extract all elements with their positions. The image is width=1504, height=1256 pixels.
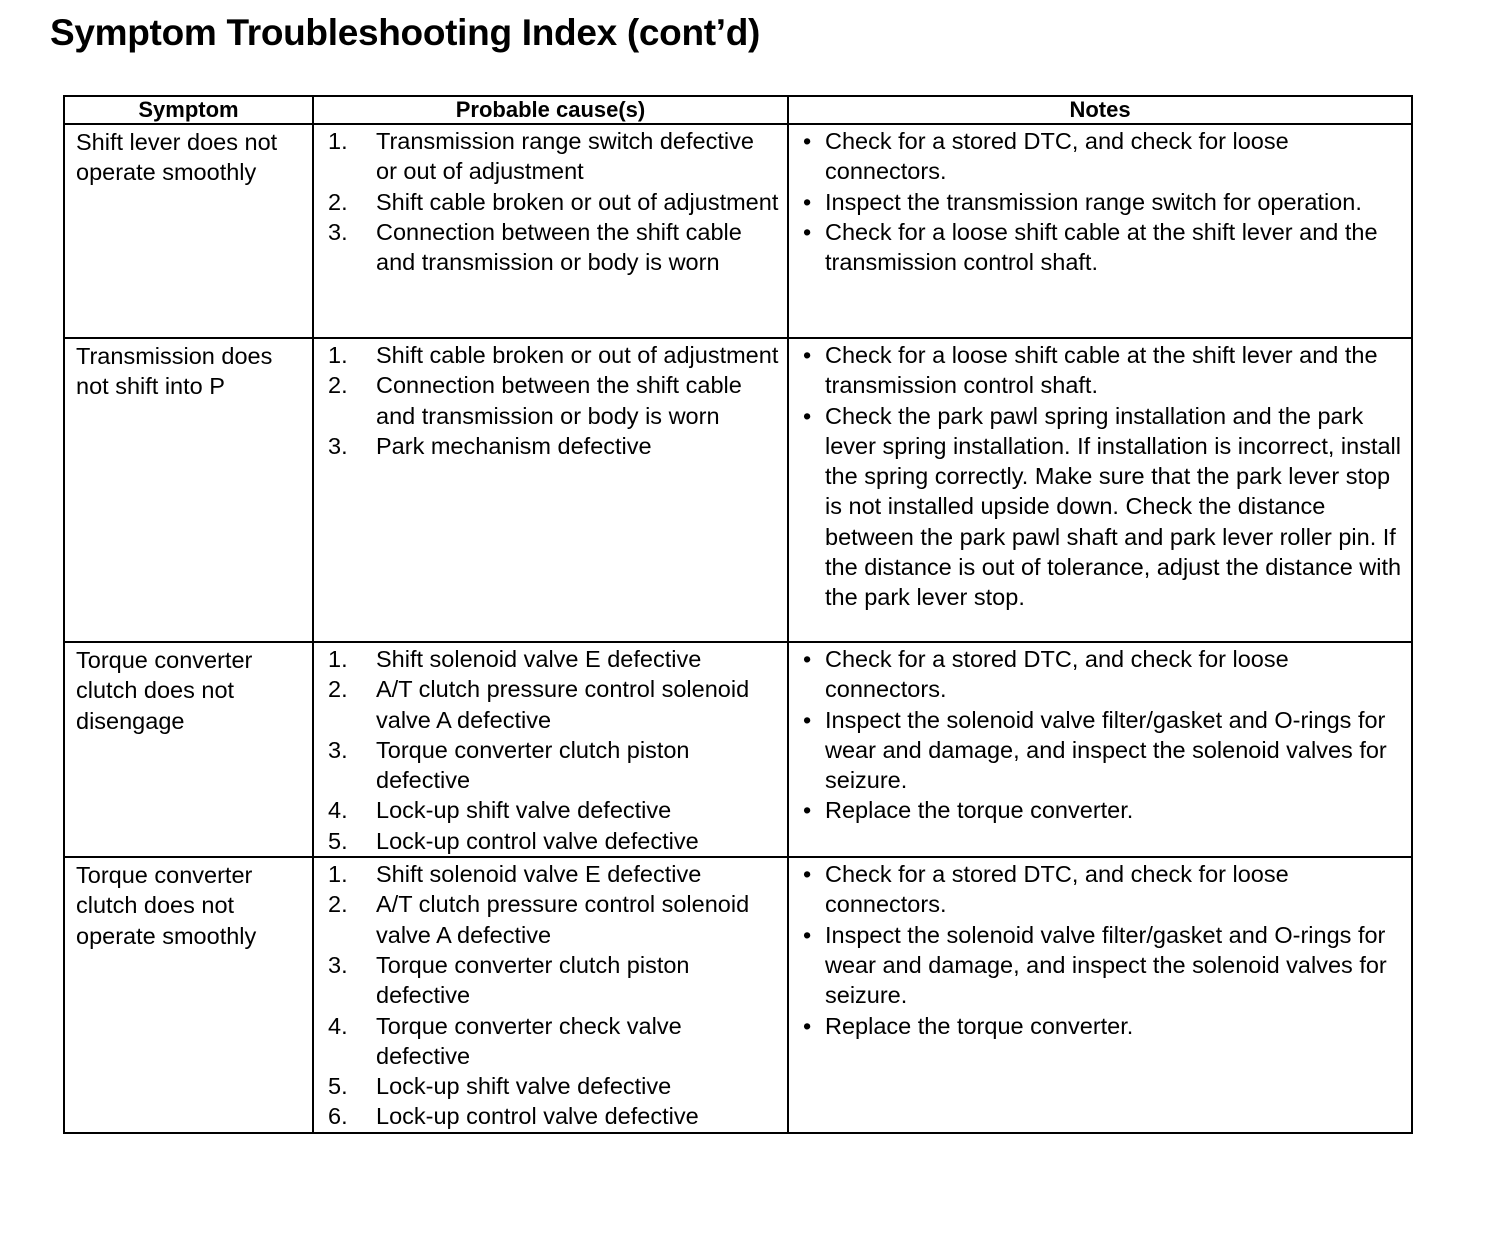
note-item	[789, 340, 1403, 401]
bullet-icon: •	[803, 706, 812, 733]
bullet-icon: •	[803, 861, 812, 888]
note-item	[789, 644, 1403, 705]
cause-number: 3.	[328, 736, 348, 763]
cause-number: 1.	[328, 342, 348, 368]
causes-cell	[313, 857, 788, 1133]
bullet-icon: •	[803, 797, 812, 824]
cause-number: 5.	[328, 827, 348, 854]
cause-text: Shift solenoid valve E defective	[376, 646, 702, 672]
cause-number: 5.	[328, 1073, 348, 1100]
cause-list	[314, 125, 787, 277]
note-item	[789, 920, 1403, 1011]
bullet-icon: •	[803, 128, 812, 154]
note-text: Inspect the transmission range switch for operation.	[825, 188, 1362, 215]
note-list	[789, 858, 1411, 1041]
causes-cell	[313, 338, 788, 642]
cause-text: Torque converter clutch piston defective	[376, 736, 690, 794]
cause-item	[314, 859, 779, 889]
cause-item	[314, 889, 779, 950]
note-text: Inspect the solenoid valve filter/gasket and O-rings for wear and damage, and inspect the solenoid valves for seizure.	[825, 706, 1387, 794]
note-item	[789, 795, 1403, 825]
note-item	[789, 217, 1403, 278]
page-title: Symptom Troubleshooting Index (cont’d)	[50, 12, 761, 53]
cause-number: 4.	[328, 1012, 348, 1039]
note-text: Check for a stored DTC, and check for loose connectors.	[825, 646, 1289, 703]
cause-text: Park mechanism defective	[376, 432, 652, 459]
cause-text: A/T clutch pressure control solenoid valve A defective	[376, 891, 750, 948]
cause-number: 2.	[328, 188, 348, 215]
cause-item	[314, 795, 779, 825]
table-header-row	[64, 96, 1412, 124]
note-text: Check for a stored DTC, and check for loose connectors.	[825, 128, 1289, 185]
cause-item	[314, 217, 779, 278]
cause-item	[314, 340, 779, 370]
column-header-probable-causes: Probable cause(s)	[313, 96, 788, 124]
cause-item	[314, 370, 779, 431]
cause-item	[314, 1071, 779, 1101]
cause-text: A/T clutch pressure control solenoid valve A defective	[376, 676, 750, 733]
note-list	[789, 643, 1411, 826]
bullet-icon: •	[803, 646, 812, 672]
causes-cell	[313, 124, 788, 338]
notes-cell	[788, 338, 1412, 642]
cause-list	[314, 339, 787, 461]
cause-text: Lock-up shift valve defective	[376, 1073, 672, 1100]
cause-text: Torque converter clutch piston defective	[376, 951, 690, 1009]
note-item	[789, 126, 1403, 187]
bullet-icon: •	[803, 402, 812, 429]
note-text: Check the park pawl spring installation and the park lever spring installation. If installation is incorrect, install the spring correctly. Make sure that the park lever stop is not installed upside down. Check the distance between the park pawl shaft and park lever roller pin. If the distance is out of tolerance, adjust the distance with the park lever stop.	[825, 402, 1402, 611]
symptom-cell: Shift lever does not operate smoothly	[64, 124, 313, 338]
cause-item	[314, 674, 779, 735]
cause-text: Lock-up control valve defective	[376, 827, 699, 854]
bullet-icon: •	[803, 188, 812, 215]
cause-number: 3.	[328, 432, 348, 459]
table-row	[64, 857, 1412, 1133]
symptom-cell: Transmission does not shift into P	[64, 338, 313, 642]
cause-item	[314, 1011, 779, 1072]
cause-item	[314, 826, 779, 856]
table-row	[64, 338, 1412, 642]
cause-text: Shift solenoid valve E defective	[376, 861, 702, 888]
note-item	[789, 705, 1403, 796]
cause-number: 2.	[328, 891, 348, 918]
note-item	[789, 859, 1403, 920]
cause-text: Lock-up shift valve defective	[376, 797, 672, 824]
notes-cell	[788, 642, 1412, 857]
cause-text: Transmission range switch defective or out of adjustment	[376, 128, 754, 185]
cause-item	[314, 126, 779, 187]
note-item	[789, 401, 1403, 613]
cause-item	[314, 950, 779, 1011]
note-text: Check for a stored DTC, and check for loose connectors.	[825, 861, 1289, 918]
bullet-icon: •	[803, 342, 812, 368]
note-list	[789, 339, 1411, 613]
symptom-cell: Torque converter clutch does not disengage	[64, 642, 313, 857]
cause-text: Shift cable broken or out of adjustment	[376, 188, 779, 215]
cause-item	[314, 644, 779, 674]
cause-number: 1.	[328, 128, 348, 154]
cause-number: 1.	[328, 861, 348, 888]
cause-item	[314, 187, 779, 217]
symptom-troubleshooting-table	[63, 95, 1413, 1134]
notes-cell	[788, 857, 1412, 1133]
cause-number: 6.	[328, 1103, 348, 1130]
bullet-icon: •	[803, 921, 812, 948]
cause-number: 4.	[328, 797, 348, 824]
note-text: Check for a loose shift cable at the shift lever and the transmission control shaft.	[825, 342, 1378, 399]
cause-item	[314, 431, 779, 461]
cause-number: 1.	[328, 646, 348, 672]
cause-text: Lock-up control valve defective	[376, 1103, 699, 1130]
cause-text: Connection between the shift cable and transmission or body is worn	[376, 218, 742, 276]
column-header-symptom: Symptom	[64, 96, 313, 124]
column-header-notes: Notes	[788, 96, 1412, 124]
note-text: Check for a loose shift cable at the shift lever and the transmission control shaft.	[825, 218, 1378, 276]
table-row	[64, 642, 1412, 857]
causes-cell	[313, 642, 788, 857]
cause-number: 2.	[328, 676, 348, 703]
cause-item	[314, 1101, 779, 1131]
cause-number: 2.	[328, 372, 348, 399]
note-list	[789, 125, 1411, 277]
note-item	[789, 1011, 1403, 1041]
cause-number: 3.	[328, 218, 348, 245]
notes-cell	[788, 124, 1412, 338]
bullet-icon: •	[803, 1012, 812, 1039]
cause-text: Shift cable broken or out of adjustment	[376, 342, 779, 368]
cause-number: 3.	[328, 951, 348, 978]
table-row	[64, 124, 1412, 338]
note-text: Replace the torque converter.	[825, 1012, 1134, 1039]
note-text: Inspect the solenoid valve filter/gasket and O-rings for wear and damage, and inspect the solenoid valves for seizure.	[825, 921, 1387, 1009]
cause-list	[314, 858, 787, 1132]
cause-item	[314, 735, 779, 796]
cause-text: Connection between the shift cable and transmission or body is worn	[376, 372, 742, 429]
bullet-icon: •	[803, 218, 812, 245]
note-item	[789, 187, 1403, 217]
cause-list	[314, 643, 787, 856]
symptom-cell: Torque converter clutch does not operate smoothly	[64, 857, 313, 1133]
cause-text: Torque converter check valve defective	[376, 1012, 682, 1069]
note-text: Replace the torque converter.	[825, 797, 1134, 824]
